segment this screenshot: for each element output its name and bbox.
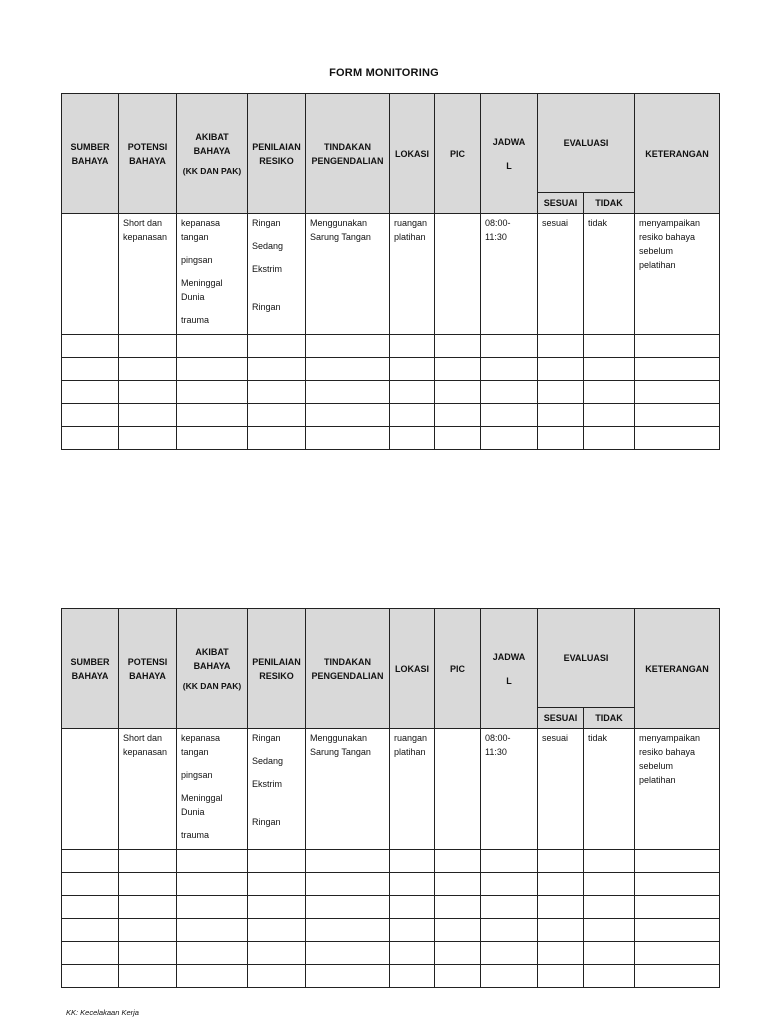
table-cell-empty <box>248 404 306 427</box>
header-sumber-bahaya: SUMBER BAHAYA <box>62 94 119 214</box>
table-cell-empty <box>62 335 119 358</box>
table-cell-empty <box>119 381 177 404</box>
header-jadwal: JADWA L <box>481 609 538 729</box>
table-cell-empty <box>584 942 635 965</box>
table-cell-empty <box>119 965 177 988</box>
header-potensi-bahaya: POTENSI BAHAYA <box>119 609 177 729</box>
cell-tindakan-pengendalian: Menggunakan Sarung Tangan <box>306 214 390 335</box>
table-cell-empty <box>248 942 306 965</box>
table-cell-empty <box>306 919 390 942</box>
table-cell-empty <box>306 850 390 873</box>
table-row-empty <box>62 942 720 965</box>
table-cell-empty <box>306 965 390 988</box>
cell-jadwal: 08:00- 11:30 <box>481 729 538 850</box>
table-cell-empty <box>481 381 538 404</box>
table-cell-empty <box>435 919 481 942</box>
table-cell-empty <box>538 896 584 919</box>
table-cell-empty <box>119 919 177 942</box>
cell-sesuai: sesuai <box>538 729 584 850</box>
table-cell-empty <box>62 404 119 427</box>
table-cell-empty <box>481 850 538 873</box>
table-cell-empty <box>481 919 538 942</box>
table-cell-empty <box>248 335 306 358</box>
table-cell-empty <box>635 850 720 873</box>
table-cell-empty <box>119 335 177 358</box>
table-cell-empty <box>390 427 435 450</box>
table-cell-empty <box>435 381 481 404</box>
table-cell-empty <box>248 850 306 873</box>
table-cell-empty <box>62 919 119 942</box>
table-cell-empty <box>177 942 248 965</box>
table-cell-empty <box>635 919 720 942</box>
table-row-empty <box>62 873 720 896</box>
cell-sumber-bahaya <box>62 729 119 850</box>
table-cell-empty <box>390 896 435 919</box>
table-row <box>62 214 720 335</box>
table-cell-empty <box>435 850 481 873</box>
header-potensi-bahaya: POTENSI BAHAYA <box>119 94 177 214</box>
table-cell-empty <box>538 965 584 988</box>
header-pic: PIC <box>435 94 481 214</box>
table-cell-empty <box>177 919 248 942</box>
table-cell-empty <box>177 358 248 381</box>
table-cell-empty <box>435 965 481 988</box>
table-cell-empty <box>584 427 635 450</box>
table-cell-empty <box>635 873 720 896</box>
table-cell-empty <box>635 358 720 381</box>
table-cell-empty <box>584 404 635 427</box>
table-cell-empty <box>538 381 584 404</box>
table-cell-empty <box>584 873 635 896</box>
table-cell-empty <box>390 381 435 404</box>
header-jadwal: JADWA L <box>481 94 538 214</box>
header-evaluasi: EVALUASI <box>538 94 635 193</box>
table-cell-empty <box>62 896 119 919</box>
table-cell-empty <box>119 873 177 896</box>
table-cell-empty <box>177 381 248 404</box>
cell-sesuai: sesuai <box>538 214 584 335</box>
header-row <box>62 94 720 193</box>
header-keterangan: KETERANGAN <box>635 94 720 214</box>
table-cell-empty <box>538 358 584 381</box>
cell-sumber-bahaya <box>62 214 119 335</box>
table-cell-empty <box>248 427 306 450</box>
table-row-empty <box>62 381 720 404</box>
header-row <box>62 609 720 708</box>
table-row-empty <box>62 896 720 919</box>
table-cell-empty <box>390 850 435 873</box>
table-row-empty <box>62 358 720 381</box>
table-cell-empty <box>481 335 538 358</box>
table-cell-empty <box>119 358 177 381</box>
table-cell-empty <box>390 404 435 427</box>
table-cell-empty <box>177 896 248 919</box>
table-cell-empty <box>538 404 584 427</box>
header-sesuai: SESUAI <box>538 708 584 729</box>
cell-penilaian-resiko: Ringan Sedang Ekstrim Ringan <box>248 729 306 850</box>
table-cell-empty <box>390 965 435 988</box>
table-cell-empty <box>584 965 635 988</box>
table-row-empty <box>62 427 720 450</box>
cell-potensi-bahaya: Short dan kepanasan <box>119 729 177 850</box>
monitoring-table-2 <box>61 608 720 988</box>
table-cell-empty <box>248 919 306 942</box>
cell-akibat-bahaya: kepanasa tangan pingsan Meninggal Dunia trauma <box>177 214 248 335</box>
table-cell-empty <box>390 358 435 381</box>
table-cell-empty <box>62 873 119 896</box>
table-cell-empty <box>538 942 584 965</box>
table-cell-empty <box>306 335 390 358</box>
table-cell-empty <box>62 358 119 381</box>
header-evaluasi: EVALUASI <box>538 609 635 708</box>
cell-tidak: tidak <box>584 729 635 850</box>
monitoring-table-1 <box>61 93 720 450</box>
table-cell-empty <box>306 404 390 427</box>
table-cell-empty <box>248 896 306 919</box>
table-cell-empty <box>306 896 390 919</box>
table-cell-empty <box>177 427 248 450</box>
header-penilaian-resiko: PENILAIAN RESIKO <box>248 94 306 214</box>
table-cell-empty <box>635 942 720 965</box>
table-cell-empty <box>538 873 584 896</box>
table-cell-empty <box>306 381 390 404</box>
table-cell-empty <box>119 896 177 919</box>
table-cell-empty <box>62 427 119 450</box>
table-cell-empty <box>435 896 481 919</box>
table-cell-empty <box>248 873 306 896</box>
header-sesuai: SESUAI <box>538 193 584 214</box>
table-cell-empty <box>481 873 538 896</box>
header-keterangan: KETERANGAN <box>635 609 720 729</box>
table-cell-empty <box>635 404 720 427</box>
cell-lokasi: ruangan platihan <box>390 729 435 850</box>
header-pic: PIC <box>435 609 481 729</box>
table-cell-empty <box>435 942 481 965</box>
table-cell-empty <box>435 358 481 381</box>
table-cell-empty <box>481 358 538 381</box>
table-cell-empty <box>306 427 390 450</box>
page-title: FORM MONITORING <box>329 67 439 79</box>
table-cell-empty <box>538 335 584 358</box>
table-cell-empty <box>62 965 119 988</box>
table-row-empty <box>62 850 720 873</box>
table-cell-empty <box>538 850 584 873</box>
table-cell-empty <box>584 919 635 942</box>
header-penilaian-resiko: PENILAIAN RESIKO <box>248 609 306 729</box>
table-cell-empty <box>306 358 390 381</box>
cell-keterangan: menyampaikan resiko bahaya sebelum pelatihan <box>635 729 720 850</box>
table-cell-empty <box>177 404 248 427</box>
header-tidak: TIDAK <box>584 193 635 214</box>
table-cell-empty <box>248 381 306 404</box>
table-cell-empty <box>119 942 177 965</box>
table-cell-empty <box>177 873 248 896</box>
table-cell-empty <box>584 896 635 919</box>
header-sumber-bahaya: SUMBER BAHAYA <box>62 609 119 729</box>
table-cell-empty <box>481 404 538 427</box>
table-cell-empty <box>119 427 177 450</box>
table-cell-empty <box>584 850 635 873</box>
cell-tidak: tidak <box>584 214 635 335</box>
table-cell-empty <box>62 381 119 404</box>
table-row-empty <box>62 965 720 988</box>
table-cell-empty <box>119 404 177 427</box>
header-akibat-bahaya: AKIBAT BAHAYA (KK DAN PAK) <box>177 94 248 214</box>
table-cell-empty <box>177 850 248 873</box>
table-cell-empty <box>390 919 435 942</box>
cell-lokasi: ruangan platihan <box>390 214 435 335</box>
table-cell-empty <box>435 335 481 358</box>
table-cell-empty <box>481 965 538 988</box>
table-cell-empty <box>435 404 481 427</box>
table-cell-empty <box>584 358 635 381</box>
table-cell-empty <box>177 335 248 358</box>
table-cell-empty <box>390 942 435 965</box>
table-cell-empty <box>481 896 538 919</box>
table-cell-empty <box>635 965 720 988</box>
table-row <box>62 729 720 850</box>
table-cell-empty <box>538 427 584 450</box>
header-tidak: TIDAK <box>584 708 635 729</box>
table-cell-empty <box>177 965 248 988</box>
cell-penilaian-resiko: Ringan Sedang Ekstrim Ringan <box>248 214 306 335</box>
table-row-empty <box>62 919 720 942</box>
cell-jadwal: 08:00- 11:30 <box>481 214 538 335</box>
table-cell-empty <box>635 896 720 919</box>
table-cell-empty <box>435 873 481 896</box>
table-cell-empty <box>538 919 584 942</box>
header-akibat-bahaya: AKIBAT BAHAYA (KK DAN PAK) <box>177 609 248 729</box>
table-cell-empty <box>435 427 481 450</box>
cell-potensi-bahaya: Short dan kepanasan <box>119 214 177 335</box>
cell-pic <box>435 214 481 335</box>
footnote: KK: Kecelakaan Kerja <box>66 1008 139 1017</box>
table-cell-empty <box>635 427 720 450</box>
table-row-empty <box>62 404 720 427</box>
table-cell-empty <box>584 381 635 404</box>
table-cell-empty <box>306 942 390 965</box>
table-cell-empty <box>635 335 720 358</box>
table-cell-empty <box>390 873 435 896</box>
header-tindakan-pengendalian: TINDAKAN PENGENDALIAN <box>306 609 390 729</box>
cell-akibat-bahaya: kepanasa tangan pingsan Meninggal Dunia trauma <box>177 729 248 850</box>
table-cell-empty <box>62 850 119 873</box>
table-row-empty <box>62 335 720 358</box>
table-cell-empty <box>481 942 538 965</box>
table-cell-empty <box>584 335 635 358</box>
table-cell-empty <box>481 427 538 450</box>
header-lokasi: LOKASI <box>390 609 435 729</box>
table-cell-empty <box>119 850 177 873</box>
table-cell-empty <box>390 335 435 358</box>
header-tindakan-pengendalian: TINDAKAN PENGENDALIAN <box>306 94 390 214</box>
table-cell-empty <box>306 873 390 896</box>
header-lokasi: LOKASI <box>390 94 435 214</box>
cell-pic <box>435 729 481 850</box>
cell-tindakan-pengendalian: Menggunakan Sarung Tangan <box>306 729 390 850</box>
table-cell-empty <box>635 381 720 404</box>
table-cell-empty <box>248 965 306 988</box>
cell-keterangan: menyampaikan resiko bahaya sebelum pelatihan <box>635 214 720 335</box>
table-cell-empty <box>248 358 306 381</box>
table-cell-empty <box>62 942 119 965</box>
